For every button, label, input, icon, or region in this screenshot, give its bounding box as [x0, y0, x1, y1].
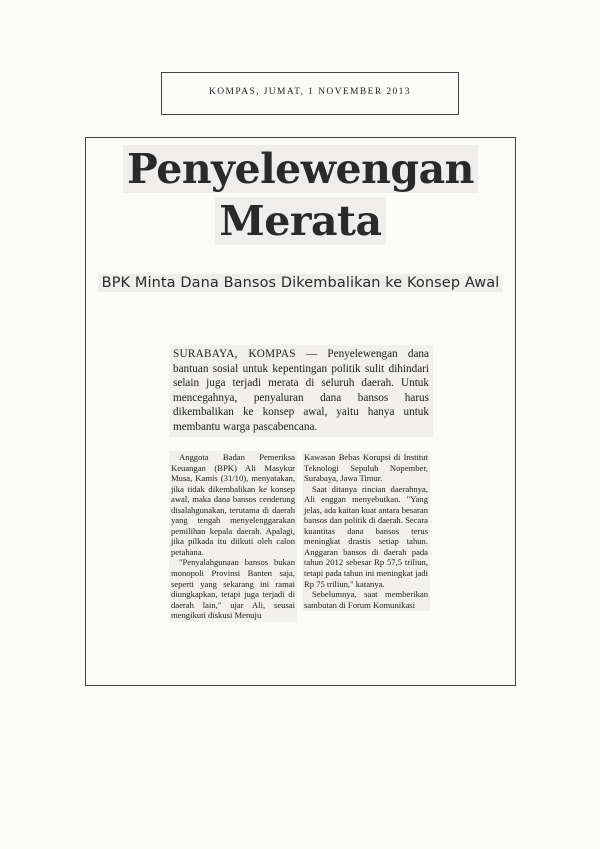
dateline-dash: —: [305, 348, 328, 360]
headline-line-2-text: Merata: [215, 197, 385, 245]
newspaper-date-header: KOMPAS, JUMAT, 1 NOVEMBER 2013: [209, 86, 411, 97]
article-clipping: [85, 137, 516, 686]
headline-line-1-text: Penyelewengan: [123, 145, 478, 193]
headline-line-2: [86, 196, 515, 246]
newspaper-header-box: [161, 72, 459, 115]
headline-line-1: [86, 144, 515, 194]
body-paragraph: "Penyalahgunaan bansos bukan monopoli Provinsi Banten saja, seperti yang sekarang ini ramai diungkapkan, tetapi juga terjadi di daerah lain," ujar Ali, seusai mengikuti diskusi Menuju: [171, 557, 295, 621]
body-paragraph: Saat ditanya rincian daerahnya, Ali enggan menyebutkan. "Yang jelas, ada kaitan kuat antara besaran bansos dan politik di daerah. Secara kuantitas dana bansos terus meningkat drastis setiap tahun. Anggaran bansos di daerah pada tahun 2012 sebesar Rp 57,5 triliun, tetapi pada tahun ini meningkat jadi Rp 75 triliun," katanya.: [304, 483, 428, 589]
lead-paragraph: [169, 345, 433, 437]
body-paragraph: Kawasan Bebas Korupsi di Institut Teknologi Sepuluh Nopember, Surabaya, Jawa Timur.: [304, 452, 428, 484]
subheadline: [86, 275, 515, 291]
body-paragraph: Anggota Badan Pemeriksa Keuangan (BPK) Ali Masykur Musa, Kamis (31/10), menyatakan, jika tidak dikembalikan ke konsep awal, maka dana bansos cenderung disalahgunakan, terutama di daerah yang tengah menyelenggarakan pemilihan kepala daerah. Apalagi, jika pilkada itu diikuti oleh calon petahana.: [171, 452, 295, 557]
lead-text: Penyelewengan dana bantuan sosial untuk kepentingan politik sulit dihindari selain juga terjadi merata di seluruh daerah. Untuk mencegahnya, penyaluran dana bansos harus dikembalikan ke konsep awal, yaitu hanya untuk membantu warga pascabencana.: [173, 348, 429, 433]
body-paragraph: Sebelumnya, saat memberikan sambutan di Forum Komunikasi: [304, 589, 428, 610]
body-column-right: [302, 451, 430, 611]
subheadline-text: BPK Minta Dana Bansos Dikembalikan ke Konsep Awal: [98, 274, 504, 292]
body-column-left: [169, 451, 297, 622]
dateline: SURABAYA, KOMPAS: [173, 348, 296, 360]
